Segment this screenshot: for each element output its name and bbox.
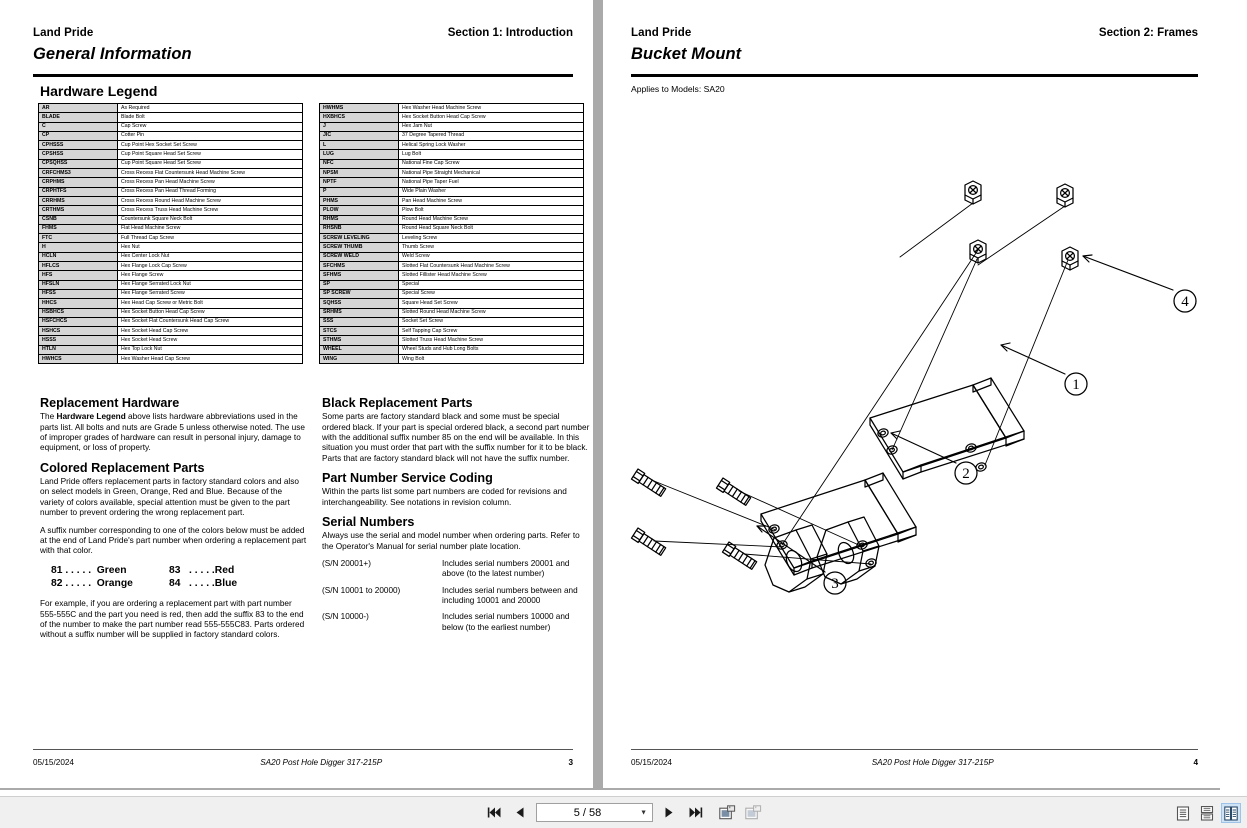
table-row xyxy=(320,159,584,168)
legend-description: Hex Socket Flat Countersunk Head Cap Screw xyxy=(118,317,303,326)
legend-description: Weld Screw xyxy=(399,252,584,261)
legend-description: Hex Flange Lock Cap Screw xyxy=(118,262,303,271)
color-suffix-84: 84 . . . . .Blue xyxy=(169,578,238,589)
page-footer-right xyxy=(631,758,1198,767)
legend-description: Countersunk Square Neck Bolt xyxy=(118,215,303,224)
serial-range: (S/N 10000-) xyxy=(322,612,369,622)
legend-description: Hex Flange Serrated Lock Nut xyxy=(118,280,303,289)
legend-abbreviation: RHMS xyxy=(320,215,399,224)
continuous-scroll-view-button[interactable] xyxy=(1197,803,1217,823)
legend-description: Slotted Round Head Machine Screw xyxy=(399,308,584,317)
page-number-select-wrap xyxy=(536,803,653,823)
colored-parts-p3: For example, if you are ordering a replacement part with part number 555-555C and the part you need is red, then add the suffix 83 to the end of the number to make the part number read 555-555C83. Parts ordered without a suffix number will be supplied in factory standard colors. xyxy=(40,599,305,640)
legend-abbreviation: P xyxy=(320,187,399,196)
legend-description: Cotter Pin xyxy=(118,131,303,140)
legend-abbreviation: HFSLN xyxy=(39,280,118,289)
legend-description: Hex Center Lock Nut xyxy=(118,252,303,261)
legend-description: Hex Socket Head Screw xyxy=(118,336,303,345)
legend-description: Flat Head Machine Screw xyxy=(118,224,303,233)
legend-description: Cap Screw xyxy=(118,122,303,131)
table-row xyxy=(39,280,303,289)
page-number-select[interactable] xyxy=(536,803,653,822)
legend-description: Special xyxy=(399,280,584,289)
page-header-right xyxy=(631,27,1198,39)
legend-abbreviation: SCREW WELD xyxy=(320,252,399,261)
table-row xyxy=(39,104,303,113)
legend-description: Blade Bolt xyxy=(118,113,303,122)
legend-description: Socket Set Screw xyxy=(399,317,584,326)
legend-abbreviation: SSS xyxy=(320,317,399,326)
table-row xyxy=(320,345,584,354)
page-footer-left xyxy=(33,758,573,767)
legend-abbreviation: SFCHMS xyxy=(320,262,399,271)
legend-abbreviation: L xyxy=(320,141,399,150)
pdf-page-left[interactable] xyxy=(0,0,598,790)
legend-description: Square Head Set Screw xyxy=(399,299,584,308)
two-page-view-button[interactable] xyxy=(1221,803,1241,823)
header-section: Section 2: Frames xyxy=(1098,27,1198,39)
legend-abbreviation: FHMS xyxy=(39,224,118,233)
legend-description: Slotted Fillister Head Machine Screw xyxy=(399,271,584,280)
legend-abbreviation: J xyxy=(320,122,399,131)
hardware-legend-tables xyxy=(38,103,586,364)
table-row xyxy=(39,271,303,280)
table-row xyxy=(39,178,303,187)
table-row xyxy=(320,215,584,224)
legend-description: National Fine Cap Screw xyxy=(399,159,584,168)
legend-description: Hex Flange Screw xyxy=(118,271,303,280)
serial-range: (S/N 20001+) xyxy=(322,559,371,569)
table-row xyxy=(39,122,303,131)
footer-date: 05/15/2024 xyxy=(33,758,74,767)
legend-description: Cross Recess Round Head Machine Screw xyxy=(118,196,303,205)
legend-description: Round Head Machine Screw xyxy=(399,215,584,224)
legend-abbreviation: NPTF xyxy=(320,178,399,187)
legend-abbreviation: CRRHMS xyxy=(39,196,118,205)
legend-description: 37 Degree Tapered Thread xyxy=(399,131,584,140)
table-row xyxy=(39,150,303,159)
zoom-in-button[interactable] xyxy=(743,803,763,823)
legend-description: National Pipe Taper Fuel xyxy=(399,178,584,187)
legend-abbreviation: HXBHCS xyxy=(320,113,399,122)
table-row xyxy=(320,187,584,196)
legend-description: Helical Spring Lock Washer xyxy=(399,141,584,150)
table-row xyxy=(320,113,584,122)
legend-abbreviation: SP xyxy=(320,280,399,289)
serial-desc: Includes serial numbers 20001 and above (to the latest number) xyxy=(442,559,570,579)
legend-abbreviation: FTC xyxy=(39,234,118,243)
table-row xyxy=(39,317,303,326)
legend-description: Hex Socket Button Head Cap Screw xyxy=(399,113,584,122)
legend-abbreviation: STCS xyxy=(320,327,399,336)
legend-abbreviation: HFLCS xyxy=(39,262,118,271)
table-row xyxy=(320,169,584,178)
header-brand: Land Pride xyxy=(631,27,692,39)
legend-abbreviation: NPSM xyxy=(320,169,399,178)
black-parts-p1: Some parts are factory standard black and some must be special ordered black. If your part is special ordered black, a second part number with the additional suffix number 85 on the end will be available. In this situation you must order that part with the suffix number for it to be black. Parts that are factory standard black will not have the suffix number. xyxy=(322,412,590,463)
legend-description: Hex Head Cap Screw or Metric Bolt xyxy=(118,299,303,308)
legend-abbreviation: SQHSS xyxy=(320,299,399,308)
hardware-legend-table-right xyxy=(319,103,584,364)
table-row xyxy=(39,327,303,336)
legend-description: Cross Recess Flat Countersunk Head Machine Screw xyxy=(118,169,303,178)
table-row xyxy=(320,336,584,345)
legend-description: Cross Recess Pan Head Thread Forming xyxy=(118,187,303,196)
table-row xyxy=(320,355,584,364)
legend-abbreviation: SRHMS xyxy=(320,308,399,317)
colored-parts-p2: A suffix number corresponding to one of the colors below must be added at the end of Land Pride's part number when ordering a replacement part with that color. xyxy=(40,525,307,556)
pdf-navigation-controls xyxy=(484,803,763,823)
legend-description: National Pipe Straight Mechanical xyxy=(399,169,584,178)
table-row xyxy=(320,327,584,336)
legend-abbreviation: WHEEL xyxy=(320,345,399,354)
pdf-toolbar xyxy=(0,796,1247,828)
legend-abbreviation: NFC xyxy=(320,159,399,168)
table-row xyxy=(320,271,584,280)
legend-abbreviation: HSBHCS xyxy=(39,308,118,317)
legend-description: Hex Socket Button Head Cap Screw xyxy=(118,308,303,317)
legend-description: Lug Bolt xyxy=(399,150,584,159)
legend-description: Leveling Screw xyxy=(399,234,584,243)
service-coding-p1: Within the parts list some part numbers are coded for revisions and interchangeability. See notations in revision column. xyxy=(322,487,567,507)
table-row xyxy=(39,243,303,252)
table-row xyxy=(320,252,584,261)
legend-description: Cross Recess Truss Head Machine Screw xyxy=(118,206,303,215)
legend-description: Cup Point Square Head Set Screw xyxy=(118,150,303,159)
serial-numbers-table xyxy=(322,559,590,633)
table-row xyxy=(39,206,303,215)
replacement-hardware-body: The Hardware Legend above lists hardware abbreviations used in the parts list. All bolts and nuts are Grade 5 unless otherwise noted. The use of improper grades of hardware can result in personal injury, damage to equipment, or loss of property. xyxy=(40,412,305,453)
serial-row xyxy=(322,612,590,633)
footer-document: SA20 Post Hole Digger 317-215P xyxy=(260,758,383,767)
legend-abbreviation: CRTHMS xyxy=(39,206,118,215)
footer-document: SA20 Post Hole Digger 317-215P xyxy=(871,758,994,767)
table-row xyxy=(39,196,303,205)
legend-abbreviation: HCLN xyxy=(39,252,118,261)
legend-abbreviation: HWHCS xyxy=(39,355,118,364)
legend-description: Round Head Square Neck Bolt xyxy=(399,224,584,233)
hardware-legend-heading: Hardware Legend xyxy=(40,83,158,99)
footer-rule xyxy=(33,749,573,750)
table-row xyxy=(320,262,584,271)
bucket-mount-exploded-view xyxy=(613,160,1213,610)
service-coding-heading: Part Number Service Coding xyxy=(322,471,493,486)
legend-abbreviation: PHMS xyxy=(320,196,399,205)
legend-description: Hex Nut xyxy=(118,243,303,252)
svg-text:2: 2 xyxy=(962,466,970,482)
legend-description: Pan Head Machine Screw xyxy=(399,196,584,205)
legend-description: Wheel Studs and Hub Long Bolts xyxy=(399,345,584,354)
color-suffix-82: 82 . . . . . Orange xyxy=(51,578,133,589)
table-row xyxy=(39,131,303,140)
colored-parts-p1: Land Pride offers replacement parts in factory standard colors and also on select models in Green, Orange, Red and Blue. Because of the variety of colors available, special attention must be given to the part number to prevent ordering the wrong replacement part. xyxy=(40,476,299,518)
legend-abbreviation: HSFCHCS xyxy=(39,317,118,326)
legend-abbreviation: WING xyxy=(320,355,399,364)
legend-description: Hex Flange Serrated Screw xyxy=(118,289,303,298)
table-row xyxy=(39,355,303,364)
table-row xyxy=(39,345,303,354)
header-rule xyxy=(33,74,573,77)
legend-description: Hex Top Lock Nut xyxy=(118,345,303,354)
legend-abbreviation: LUG xyxy=(320,150,399,159)
table-row xyxy=(320,178,584,187)
serial-numbers-heading: Serial Numbers xyxy=(322,515,415,530)
view-mode-controls xyxy=(1173,797,1241,828)
legend-abbreviation: HSHCS xyxy=(39,327,118,336)
legend-abbreviation: JIC xyxy=(320,131,399,140)
legend-abbreviation: HSSS xyxy=(39,336,118,345)
applies-to-models: Applies to Models: SA20 xyxy=(631,84,725,94)
zoom-out-button[interactable] xyxy=(717,803,737,823)
legend-description: Cup Point Square Head Set Screw xyxy=(118,159,303,168)
next-page-button[interactable] xyxy=(659,803,679,823)
legend-description: Wide Plain Washer xyxy=(399,187,584,196)
legend-description: Special Screw xyxy=(399,289,584,298)
footer-date: 05/15/2024 xyxy=(631,758,672,767)
legend-abbreviation: HHCS xyxy=(39,299,118,308)
legend-abbreviation: CRFCHMS3 xyxy=(39,169,118,178)
legend-abbreviation: CP xyxy=(39,131,118,140)
serial-desc: Includes serial numbers between and including 10001 and 20000 xyxy=(442,585,578,606)
legend-abbreviation: HFSS xyxy=(39,289,118,298)
legend-description: Wing Bolt xyxy=(399,355,584,364)
legend-abbreviation: CPSQHSS xyxy=(39,159,118,168)
legend-description: Self Tapping Cap Screw xyxy=(399,327,584,336)
table-row xyxy=(320,150,584,159)
first-page-button[interactable] xyxy=(484,803,504,823)
page-title: Bucket Mount xyxy=(631,45,742,63)
last-page-button[interactable] xyxy=(685,803,705,823)
table-row xyxy=(320,196,584,205)
legend-abbreviation: STHMS xyxy=(320,336,399,345)
color-suffix-81: 81 . . . . . Green xyxy=(51,564,127,576)
table-row xyxy=(320,141,584,150)
serial-row xyxy=(322,586,590,607)
legend-abbreviation: HFS xyxy=(39,271,118,280)
legend-abbreviation: CPSHSS xyxy=(39,150,118,159)
legend-abbreviation: AR xyxy=(39,104,118,113)
legend-abbreviation: PLOW xyxy=(320,206,399,215)
header-rule xyxy=(631,74,1198,77)
legend-abbreviation: RHSNB xyxy=(320,224,399,233)
single-page-view-button[interactable] xyxy=(1173,803,1193,823)
footer-page-number: 3 xyxy=(568,758,573,767)
serial-numbers-p1: Always use the serial and model number when ordering parts. Refer to the Operator's Manual for serial number plate location. xyxy=(322,531,580,551)
legend-abbreviation: CRPHTFS xyxy=(39,187,118,196)
previous-page-button[interactable] xyxy=(510,803,530,823)
table-row xyxy=(39,289,303,298)
table-row xyxy=(39,234,303,243)
legend-abbreviation: CPHSSS xyxy=(39,141,118,150)
table-row xyxy=(320,224,584,233)
chevron-down-icon: ▼ xyxy=(640,809,647,816)
right-text-column xyxy=(322,396,590,639)
table-row xyxy=(39,215,303,224)
header-section: Section 1: Introduction xyxy=(447,27,573,39)
colored-parts-heading: Colored Replacement Parts xyxy=(40,460,205,475)
serial-range: (S/N 10001 to 20000) xyxy=(322,585,401,595)
svg-text:3: 3 xyxy=(831,576,839,592)
legend-abbreviation: SCREW THUMB xyxy=(320,243,399,252)
table-row xyxy=(39,159,303,168)
replacement-hardware-heading: Replacement Hardware xyxy=(40,396,180,410)
legend-description: Cross Recess Pan Head Machine Screw xyxy=(118,178,303,187)
table-row xyxy=(320,131,584,140)
table-row xyxy=(39,336,303,345)
legend-description: Slotted Flat Countersunk Head Machine Screw xyxy=(399,262,584,271)
hardware-legend-table-left xyxy=(38,103,303,364)
legend-description: As Required xyxy=(118,104,303,113)
legend-description: Slotted Truss Head Machine Screw xyxy=(399,336,584,345)
table-row xyxy=(39,169,303,178)
table-row xyxy=(320,308,584,317)
footer-rule xyxy=(631,749,1198,750)
legend-abbreviation: CRPHMS xyxy=(39,178,118,187)
table-row xyxy=(320,104,584,113)
table-row xyxy=(39,141,303,150)
table-row xyxy=(320,206,584,215)
table-row xyxy=(39,299,303,308)
legend-abbreviation: HWHMS xyxy=(320,104,399,113)
legend-description: Hex Washer Head Cap Screw xyxy=(118,355,303,364)
table-row xyxy=(39,262,303,271)
table-row xyxy=(320,234,584,243)
legend-abbreviation: SP SCREW xyxy=(320,289,399,298)
legend-abbreviation: BLADE xyxy=(39,113,118,122)
header-brand: Land Pride xyxy=(33,27,94,39)
legend-description: Hex Jam Nut xyxy=(399,122,584,131)
legend-abbreviation: HTLN xyxy=(39,345,118,354)
table-row xyxy=(39,113,303,122)
pdf-page-right[interactable] xyxy=(598,0,1220,790)
legend-description: Hex Washer Head Machine Screw xyxy=(399,104,584,113)
table-row xyxy=(320,289,584,298)
serial-desc: Includes serial numbers 10000 and below (to the earliest number) xyxy=(442,612,570,632)
footer-page-number: 4 xyxy=(1193,758,1198,767)
table-row xyxy=(320,122,584,131)
page-title: General Information xyxy=(33,45,192,63)
legend-description: Thumb Screw xyxy=(399,243,584,252)
legend-abbreviation: SFHMS xyxy=(320,271,399,280)
legend-description: Hex Socket Head Cap Screw xyxy=(118,327,303,336)
legend-abbreviation: SCREW LEVELING xyxy=(320,234,399,243)
legend-abbreviation: C xyxy=(39,122,118,131)
table-row xyxy=(320,280,584,289)
legend-description: Cup Point Hex Socket Set Screw xyxy=(118,141,303,150)
table-row xyxy=(39,252,303,261)
table-row xyxy=(320,299,584,308)
page-header-left xyxy=(33,27,573,39)
legend-description: Full Thread Cap Screw xyxy=(118,234,303,243)
legend-abbreviation: CSNB xyxy=(39,215,118,224)
table-row xyxy=(320,317,584,326)
table-row xyxy=(39,224,303,233)
svg-text:4: 4 xyxy=(1181,294,1189,310)
table-row xyxy=(39,308,303,317)
table-row xyxy=(320,243,584,252)
color-suffix-table xyxy=(51,564,308,590)
serial-row xyxy=(322,559,590,580)
legend-description: Plow Bolt xyxy=(399,206,584,215)
table-row xyxy=(39,187,303,196)
black-parts-heading: Black Replacement Parts xyxy=(322,396,473,410)
color-suffix-83: 83 . . . . .Red xyxy=(169,564,235,576)
svg-text:1: 1 xyxy=(1072,377,1080,393)
legend-abbreviation: H xyxy=(39,243,118,252)
left-text-column xyxy=(40,396,308,648)
